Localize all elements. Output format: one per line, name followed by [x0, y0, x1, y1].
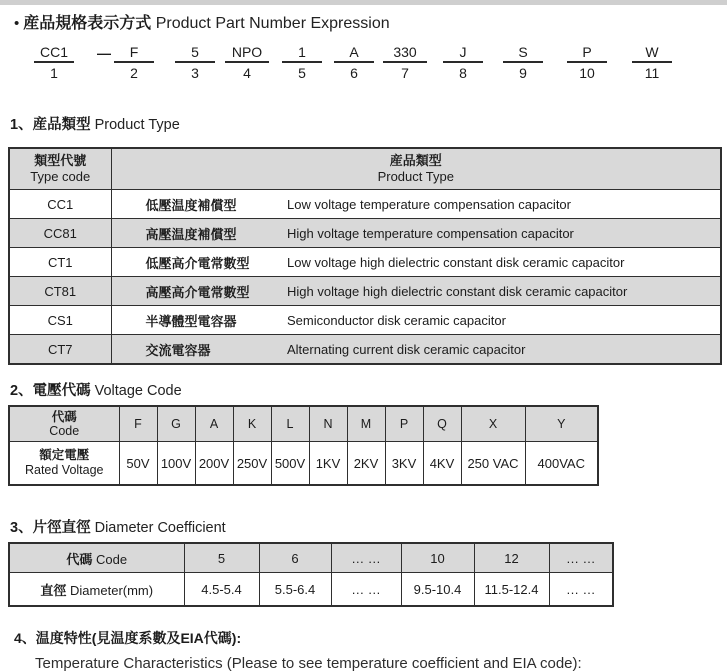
part-number-separator: —	[97, 45, 111, 61]
type-name-en: Low voltage high dielectric constant disk ceramic capacitor	[279, 248, 721, 277]
part-segment-1	[34, 44, 74, 81]
voltage-value-cell: 400VAC	[525, 442, 598, 486]
diameter-value-cell: 9.5-10.4	[401, 573, 474, 607]
voltage-code-cell: A	[195, 406, 233, 442]
diameter-code-cell: … …	[331, 543, 401, 573]
code-label-cell	[9, 543, 184, 573]
label-cn: 額定電壓	[39, 448, 90, 462]
header-cn: 産品類型	[389, 153, 442, 168]
diameter-value-cell: … …	[549, 573, 613, 607]
section-heading-temperature	[14, 629, 727, 647]
code-label-cell	[9, 406, 119, 442]
voltage-value-cell: 200V	[195, 442, 233, 486]
diameter-value-cell: … …	[331, 573, 401, 607]
section-heading-product-type	[10, 116, 727, 134]
segment-code: 330	[383, 44, 427, 63]
voltage-value-cell: 50V	[119, 442, 157, 486]
segment-code: W	[632, 44, 672, 63]
product-type-table	[8, 147, 722, 365]
diameter-value-cell: 4.5-5.4	[184, 573, 259, 607]
segment-code: 5	[175, 44, 215, 63]
part-segment-7	[383, 44, 427, 81]
segment-code: J	[443, 44, 483, 63]
voltage-code-table	[8, 405, 599, 486]
type-name-en: Semiconductor disk ceramic capacitor	[279, 306, 721, 335]
diameter-code-cell: 5	[184, 543, 259, 573]
part-segment-9	[503, 44, 543, 81]
label-en: Rated Voltage	[24, 463, 104, 477]
header-en: Product Type	[377, 169, 454, 184]
table-row	[9, 335, 721, 365]
table-row	[9, 306, 721, 335]
label-cn: 直徑	[40, 582, 67, 598]
page-title-cn: 産品規格表示方式	[23, 15, 152, 32]
voltage-value-cell: 4KV	[423, 442, 461, 486]
diameter-value-row	[9, 573, 613, 607]
type-name-en: High voltage high dielectric constant disk ceramic capacitor	[279, 277, 721, 306]
type-code-header	[9, 148, 111, 190]
diameter-value-cell: 5.5-6.4	[259, 573, 331, 607]
segment-number: 5	[298, 65, 306, 81]
voltage-value-cell: 2KV	[347, 442, 385, 486]
voltage-code-cell: K	[233, 406, 271, 442]
segment-number: 2	[130, 65, 138, 81]
voltage-code-cell: N	[309, 406, 347, 442]
type-code-cell: CC81	[9, 219, 111, 248]
voltage-code-cell: P	[385, 406, 423, 442]
type-code-cell: CC1	[9, 190, 111, 219]
type-name-en: Low voltage temperature compensation capacitor	[279, 190, 721, 219]
segment-number: 8	[459, 65, 467, 81]
diameter-code-cell: … …	[549, 543, 613, 573]
voltage-code-cell: M	[347, 406, 385, 442]
type-name-cn: 低壓温度補償型	[111, 190, 279, 219]
heading-cn: 3、片徑直徑	[10, 520, 91, 536]
scan-edge-strip	[0, 0, 727, 5]
part-segment-11	[632, 44, 672, 81]
voltage-value-cell: 100V	[157, 442, 195, 486]
label-en: Code	[96, 551, 128, 567]
type-name-cn: 高壓高介電常數型	[111, 277, 279, 306]
diameter-code-cell: 10	[401, 543, 474, 573]
voltage-code-cell: Q	[423, 406, 461, 442]
segment-code: S	[503, 44, 543, 63]
bullet-icon: •	[14, 15, 20, 32]
diameter-value-cell: 11.5-12.4	[474, 573, 549, 607]
label-cn: 代碼	[66, 551, 93, 567]
part-number-diagram	[0, 44, 727, 82]
segment-number: 6	[350, 65, 358, 81]
type-name-cn: 低壓高介電常數型	[111, 248, 279, 277]
voltage-value-cell: 250V	[233, 442, 271, 486]
diameter-code-cell: 12	[474, 543, 549, 573]
voltage-code-cell: L	[271, 406, 309, 442]
segment-code: NPO	[225, 44, 269, 63]
diameter-label-cell	[9, 573, 184, 607]
segment-code: 1	[282, 44, 322, 63]
segment-number: 3	[191, 65, 199, 81]
heading-en: Product Type	[94, 117, 180, 133]
type-code-cell: CT81	[9, 277, 111, 306]
label-cn: 代碼	[51, 410, 77, 424]
voltage-value-cell: 1KV	[309, 442, 347, 486]
part-segment-8	[443, 44, 483, 81]
table-row	[9, 219, 721, 248]
type-name-cn: 交流電容器	[111, 335, 279, 365]
heading-cn: 2、電壓代碼	[10, 383, 91, 399]
voltage-code-cell: G	[157, 406, 195, 442]
segment-number: 9	[519, 65, 527, 81]
diameter-code-cell: 6	[259, 543, 331, 573]
label-en: Code	[49, 424, 80, 438]
segment-number: 11	[644, 65, 660, 81]
table-row	[9, 248, 721, 277]
type-code-cell: CT7	[9, 335, 111, 365]
rated-voltage-row	[9, 442, 598, 486]
header-cn: 類型代號	[34, 153, 87, 168]
product-type-header	[111, 148, 721, 190]
diameter-code-row	[9, 543, 613, 573]
heading-en: Diameter Coefficient	[94, 520, 226, 536]
segment-code: P	[567, 44, 607, 63]
segment-code: A	[334, 44, 374, 63]
temperature-heading-en: Temperature Characteristics (Please to see temperature coefficient and EIA code):	[35, 655, 582, 672]
type-name-cn: 半導體型電容器	[111, 306, 279, 335]
voltage-code-cell: Y	[525, 406, 598, 442]
section-heading-voltage-code	[10, 382, 727, 400]
section-heading-diameter	[10, 519, 727, 537]
part-segment-10	[567, 44, 607, 81]
voltage-value-cell: 500V	[271, 442, 309, 486]
type-name-cn: 高壓温度補償型	[111, 219, 279, 248]
type-name-en: Alternating current disk ceramic capacitor	[279, 335, 721, 365]
rated-voltage-label-cell	[9, 442, 119, 486]
part-segment-4	[225, 44, 269, 81]
segment-number: 1	[50, 65, 58, 81]
label-en: Diameter(mm)	[70, 582, 154, 598]
part-segment-3	[175, 44, 215, 81]
page-title-en: Product Part Number Expression	[155, 15, 390, 32]
type-name-en: High voltage temperature compensation capacitor	[279, 219, 721, 248]
table-row	[9, 277, 721, 306]
segment-number: 4	[243, 65, 251, 81]
heading-cn: 4、温度特性(見温度系數及EIA代碼):	[14, 630, 242, 646]
table-row	[9, 190, 721, 219]
voltage-value-cell: 3KV	[385, 442, 423, 486]
page-title	[14, 14, 727, 34]
part-segment-2	[114, 44, 154, 81]
header-en: Type code	[30, 169, 91, 184]
diameter-table	[8, 542, 614, 607]
part-segment-5	[282, 44, 322, 81]
heading-cn: 1、産品類型	[10, 117, 91, 133]
type-code-cell: CS1	[9, 306, 111, 335]
segment-code: F	[114, 44, 154, 63]
segment-code: CC1	[34, 44, 74, 63]
voltage-code-header-row	[9, 406, 598, 442]
type-code-cell: CT1	[9, 248, 111, 277]
voltage-code-cell: F	[119, 406, 157, 442]
heading-en: Voltage Code	[94, 383, 182, 399]
voltage-value-cell: 250 VAC	[461, 442, 525, 486]
segment-number: 7	[401, 65, 409, 81]
part-segment-6	[334, 44, 374, 81]
voltage-code-cell: X	[461, 406, 525, 442]
segment-number: 10	[579, 65, 595, 81]
